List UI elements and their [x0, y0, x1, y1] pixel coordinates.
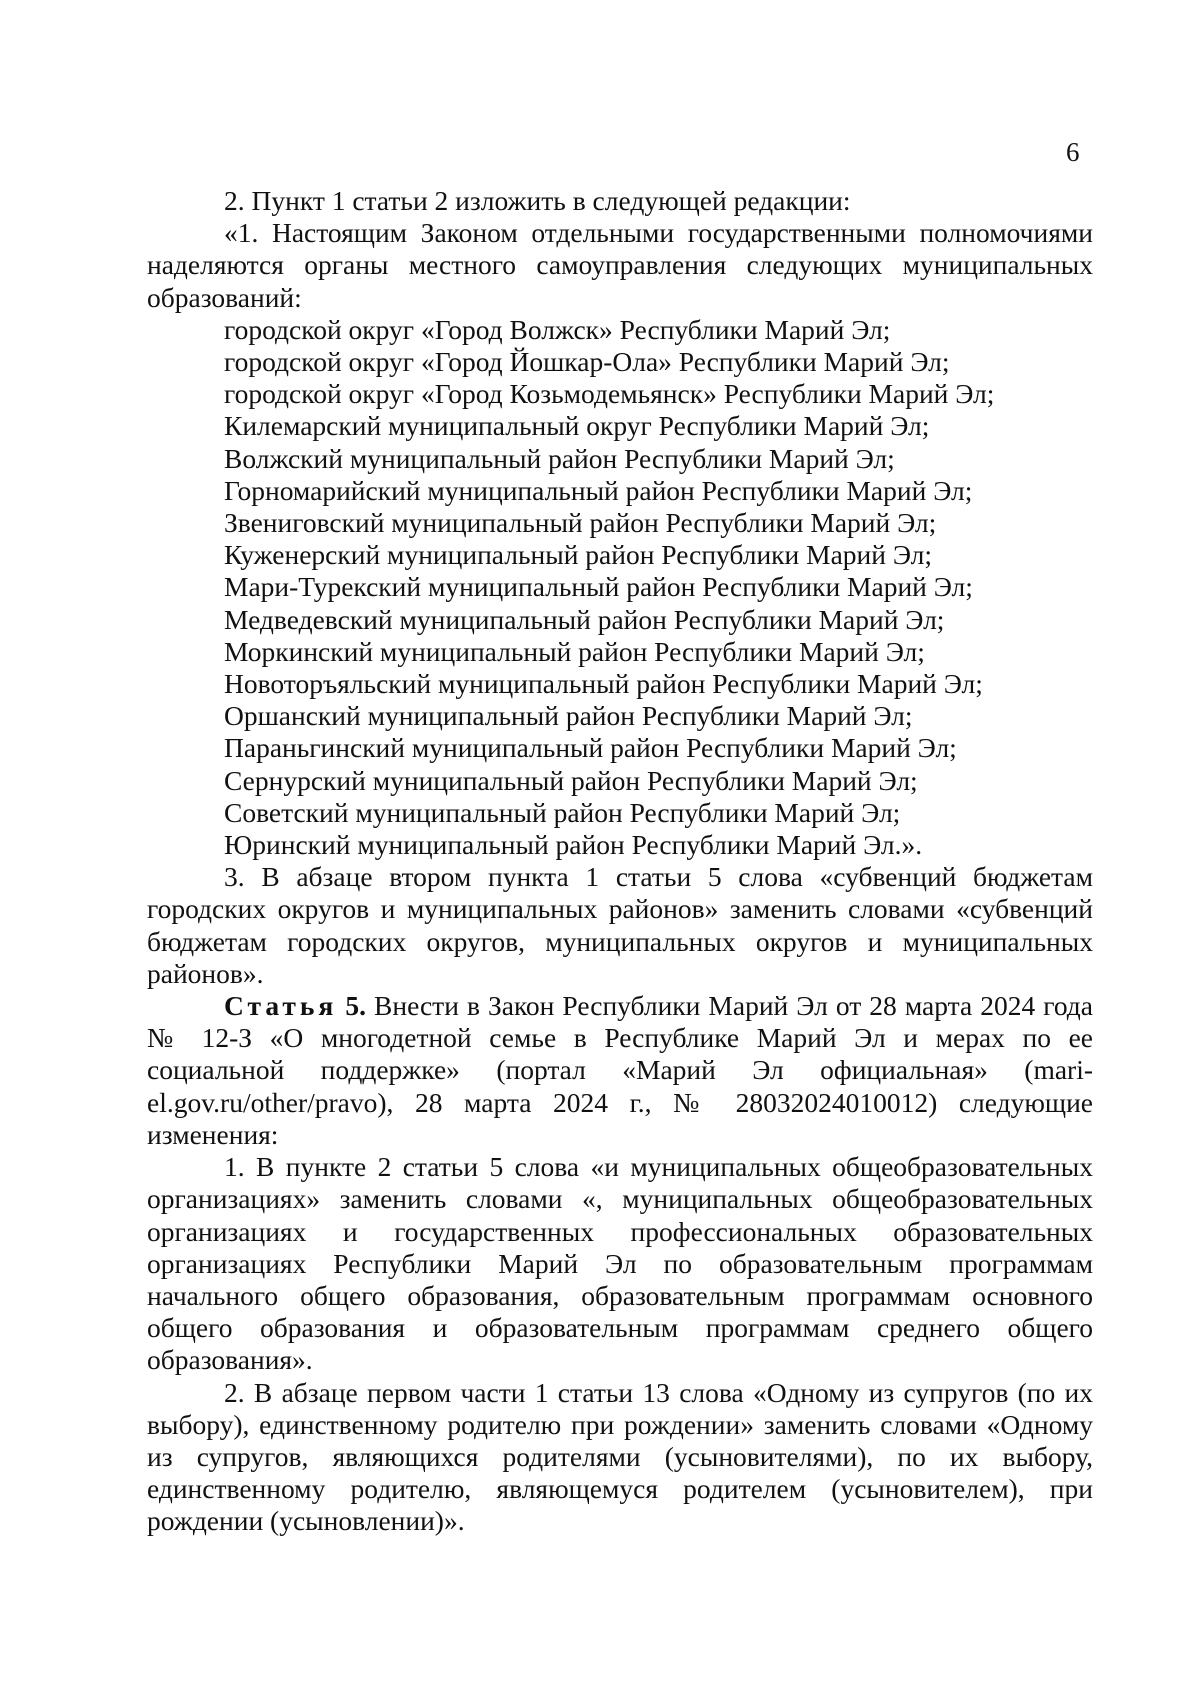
paragraph-item-2-quote: «1. Настоящим Законом отдельными государственными полномочиями наделяются органы местного самоуправления следующих муниципальных образований: — [147, 217, 1093, 313]
article-label: Статья — [224, 990, 338, 1022]
list-item: Юринский муниципальный район Республики Марий Эл.». — [224, 829, 923, 861]
list-item: Куженерский муниципальный район Республики Марий Эл; — [224, 539, 933, 571]
list-item: Килемарский муниципальный округ Республики Марий Эл; — [224, 410, 930, 442]
list-item: Звениговский муниципальный район Республики Марий Эл; — [224, 507, 937, 539]
paragraph-item-3: 3. В абзаце втором пункта 1 статьи 5 слова «субвенций бюджетам городских округов и муниципальных районов» заменить словами «субвенций бюджетам городских округов, муниципальных округов и муниципальных районов». — [147, 861, 1093, 989]
paragraph-item-2-heading: 2. Пункт 1 статьи 2 изложить в следующей редакции: — [224, 185, 851, 216]
page-number: 6 — [1066, 137, 1080, 167]
list-item: Сернурский муниципальный район Республики Марий Эл; — [224, 764, 918, 796]
article-text: Внести в Закон Республики Марий Эл от 28 марта 2024 года № 12-З «О многодетной семье в Республике Марий Эл и мерах по ее социальной поддержке» (портал «Марий Эл официальная» (mari-el.gov.ru/other/pravo), 28 марта 2024 г., № 28032024010012) следующие изменения: — [147, 990, 1094, 1150]
list-item: Медведевский муниципальный район Республики Марий Эл; — [224, 603, 945, 635]
document-body — [147, 185, 1093, 1538]
list-item: Новоторъяльский муниципальный район Республики Марий Эл; — [224, 668, 983, 700]
list-item: городской округ «Город Волжск» Республики Марий Эл; — [224, 313, 891, 345]
list-item: Моркинский муниципальный район Республики Марий Эл; — [224, 635, 925, 667]
list-item: городской округ «Город Козьмодемьянск» Республики Марий Эл; — [224, 378, 995, 410]
list-item: Параньгинский муниципальный район Республики Марий Эл; — [224, 732, 957, 764]
list-item: Волжский муниципальный район Республики Марий Эл; — [224, 442, 895, 474]
list-item: Горномарийский муниципальный район Республики Марий Эл; — [224, 474, 973, 506]
municipalities-list — [147, 314, 1093, 861]
list-item: Мари-Турекский муниципальный район Республики Марий Эл; — [224, 571, 973, 603]
list-item: городской округ «Город Йошкар-Ола» Республики Марий Эл; — [224, 346, 950, 378]
paragraph-article-5-item-2: 2. В абзаце первом части 1 статьи 13 слова «Одному из супругов (по их выбору), единственному родителю при рождении» заменить словами «Одному из супругов, являющихся родителями (усыновителями), по их выбору, единственному родителю, являющемуся родителем (усыновителем), при рождении (усыновлении)». — [147, 1376, 1093, 1537]
paragraph-article-5-item-1: 1. В пункте 2 статьи 5 слова «и муниципальных общеобразовательных организациях» заменить словами «, муниципальных общеобразовательных организациях и государственных профессиональных образовательных организациях Республики Марий Эл по образовательным программам начального общего образования, образовательным программам основного общего образования и образовательным программам среднего общего образования». — [147, 1151, 1093, 1376]
article-number: 5. — [345, 990, 366, 1022]
list-item: Оршанский муниципальный район Республики Марий Эл; — [224, 700, 913, 732]
paragraph-article-5 — [147, 990, 1093, 1151]
list-item: Советский муниципальный район Республики Марий Эл; — [224, 796, 901, 828]
